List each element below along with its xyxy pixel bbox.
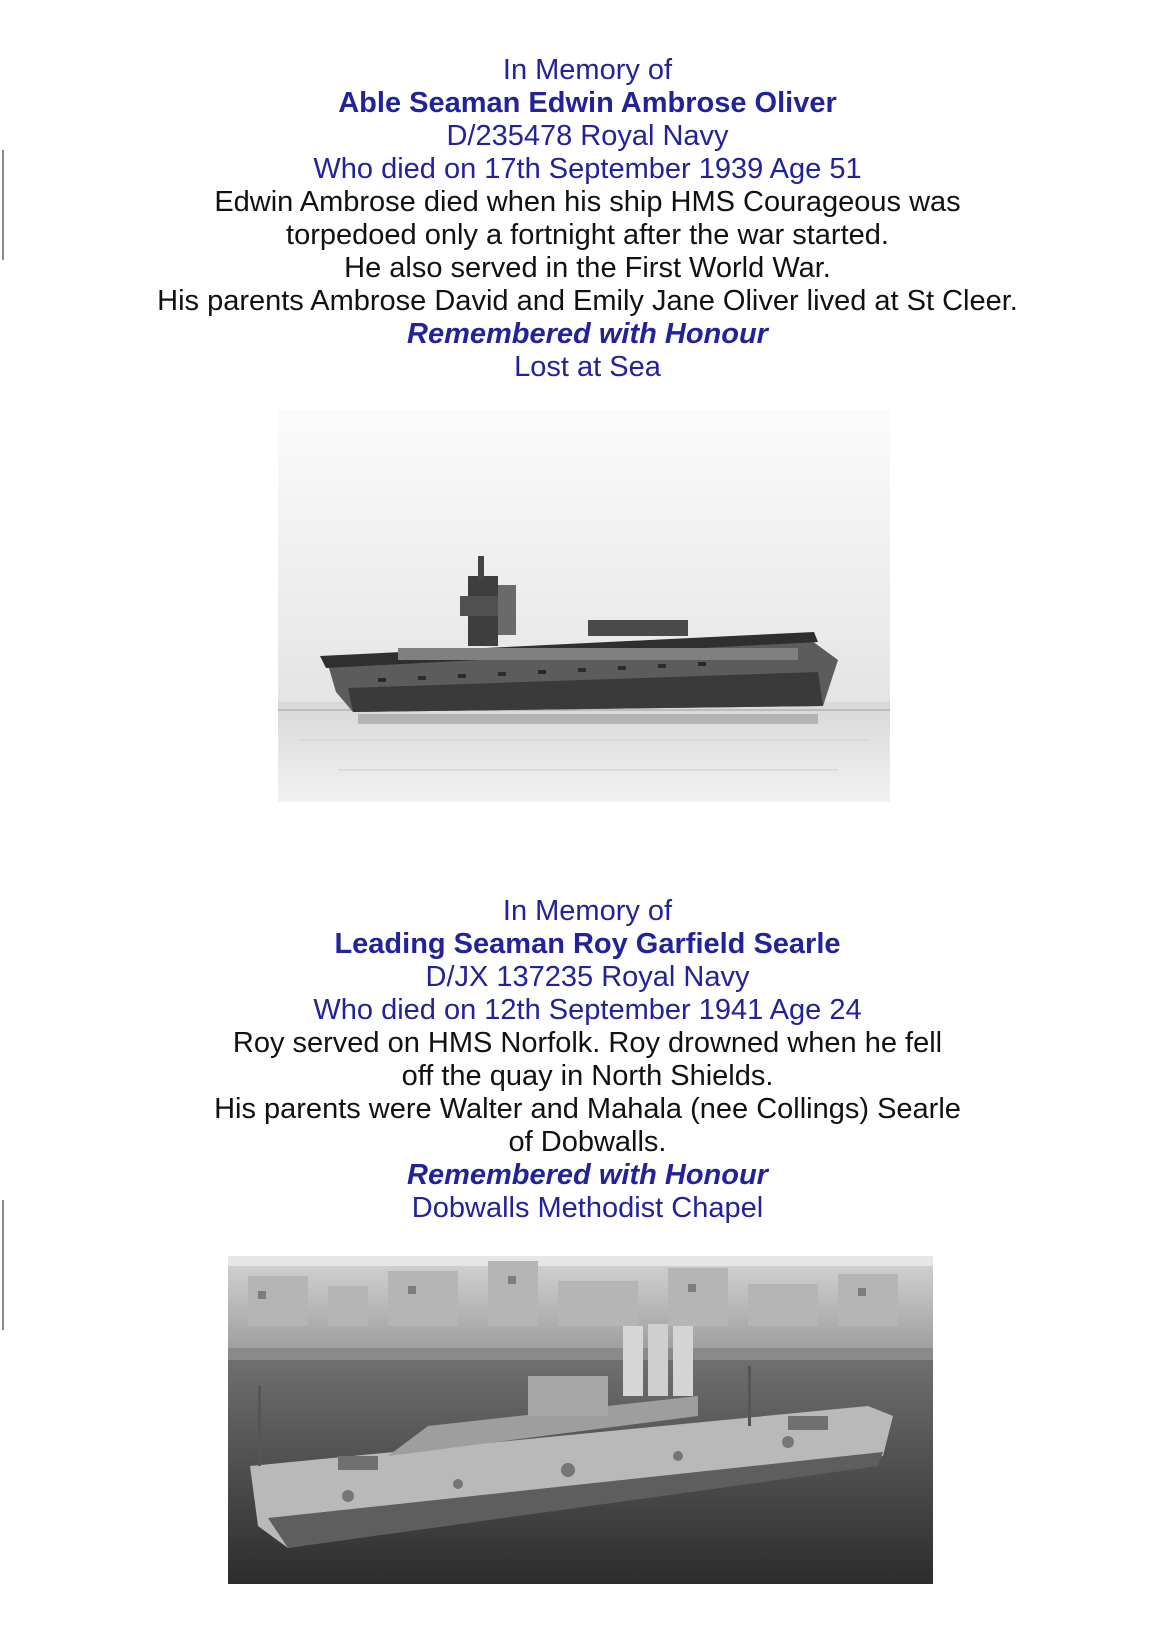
tribute: Remembered with Honour: [407, 318, 768, 350]
memorial-name: Able Seaman Edwin Ambrose Oliver: [338, 87, 837, 119]
story-line: Edwin Ambrose died when his ship HMS Courageous was: [214, 186, 961, 218]
memorial-heading: In Memory of: [502, 54, 673, 86]
location: Dobwalls Methodist Chapel: [411, 1192, 764, 1224]
service-number: D/JX 137235 Royal Navy: [425, 961, 750, 993]
death-date: Who died on 17th September 1939 Age 51: [313, 153, 862, 185]
story-line: of Dobwalls.: [508, 1126, 667, 1158]
death-date: Who died on 12th September 1941 Age 24: [313, 994, 862, 1026]
story-line: off the quay in North Shields.: [401, 1060, 774, 1092]
story-line: His parents Ambrose David and Emily Jane Oliver lived at St Cleer.: [157, 285, 1018, 317]
aircraft-carrier-photo: [278, 410, 890, 802]
tribute: Remembered with Honour: [407, 1159, 768, 1191]
story-line: torpedoed only a fortnight after the war started.: [286, 219, 889, 251]
memorial-searle: [0, 895, 1175, 1225]
memorial-oliver: [0, 54, 1175, 384]
story-line: Roy served on HMS Norfolk. Roy drowned when he fell: [232, 1027, 943, 1059]
service-number: D/235478 Royal Navy: [446, 120, 729, 152]
memorial-heading: In Memory of: [502, 895, 673, 927]
story-line: He also served in the First World War.: [344, 252, 831, 284]
memorial-name: Leading Seaman Roy Garfield Searle: [334, 928, 841, 960]
location: Lost at Sea: [514, 351, 661, 383]
story-line: His parents were Walter and Mahala (nee Collings) Searle: [214, 1093, 961, 1125]
cruiser-harbour-photo: [228, 1256, 933, 1584]
